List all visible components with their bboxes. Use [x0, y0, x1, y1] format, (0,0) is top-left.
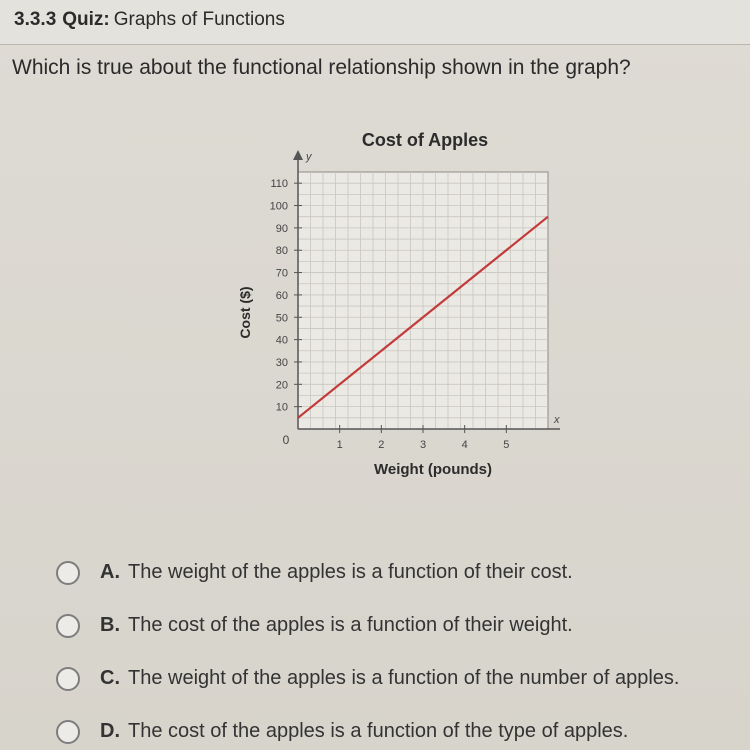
y-tick-label: 30: [275, 356, 288, 369]
choice-letter: C.: [100, 667, 120, 689]
y-tick-label: 40: [275, 334, 288, 347]
x-axis-letter: x: [554, 414, 560, 426]
quiz-code: 3.3.3: [14, 9, 57, 30]
radio-button-c[interactable]: [56, 667, 80, 691]
x-axis-label: Weight (pounds): [373, 461, 493, 478]
choice-text: The weight of the apples is a function of their cost.: [128, 561, 573, 583]
choice-text: The weight of the apples is a function of the number of apples.: [128, 667, 680, 689]
x-tick-label: 5: [503, 439, 510, 451]
y-tick-label: 10: [275, 401, 288, 414]
choice-text: The cost of the apples is a function of the type of apples.: [128, 720, 629, 742]
choice-text: The cost of the apples is a function of their weight.: [128, 614, 573, 636]
choice-a[interactable]: [56, 546, 746, 599]
x-tick-label: 1: [336, 439, 343, 451]
y-axis-arrow: [293, 150, 303, 160]
radio-button-d[interactable]: [56, 720, 80, 744]
y-tick-label: 20: [275, 379, 288, 392]
y-axis-label: Cost ($): [237, 286, 253, 339]
radio-button-a[interactable]: [56, 561, 80, 585]
x-tick-label: 3: [419, 439, 427, 451]
y-tick-label: 50: [275, 312, 288, 325]
quiz-header-bar: [0, 0, 750, 45]
choice-d[interactable]: [56, 705, 746, 750]
chart-svg: [220, 122, 580, 492]
y-tick-label: 60: [275, 289, 288, 302]
y-axis-letter: y: [306, 151, 312, 163]
quiz-kind: Quiz:: [62, 9, 110, 30]
question-text: Which is true about the functional relationship shown in the graph?: [12, 56, 631, 79]
origin-label: 0: [282, 433, 290, 447]
y-tick-label: 90: [275, 222, 288, 235]
y-tick-label: 70: [275, 267, 288, 280]
chart-title: Cost of Apples: [361, 130, 489, 150]
cost-of-apples-chart: [220, 122, 580, 492]
answer-choices: [56, 546, 746, 750]
x-tick-label: 2: [378, 439, 385, 451]
quiz-name: Graphs of Functions: [113, 9, 285, 30]
quiz-title: [14, 9, 285, 31]
x-tick-label: 4: [461, 439, 468, 451]
choice-c[interactable]: [56, 652, 746, 705]
choice-letter: D.: [100, 720, 120, 742]
choice-letter: A.: [100, 561, 120, 583]
y-tick-label: 80: [275, 245, 288, 258]
choice-letter: B.: [100, 614, 120, 636]
y-tick-label: 110: [270, 178, 288, 191]
radio-button-b[interactable]: [56, 614, 80, 638]
choice-b[interactable]: [56, 599, 746, 652]
y-tick-label: 100: [269, 200, 288, 213]
